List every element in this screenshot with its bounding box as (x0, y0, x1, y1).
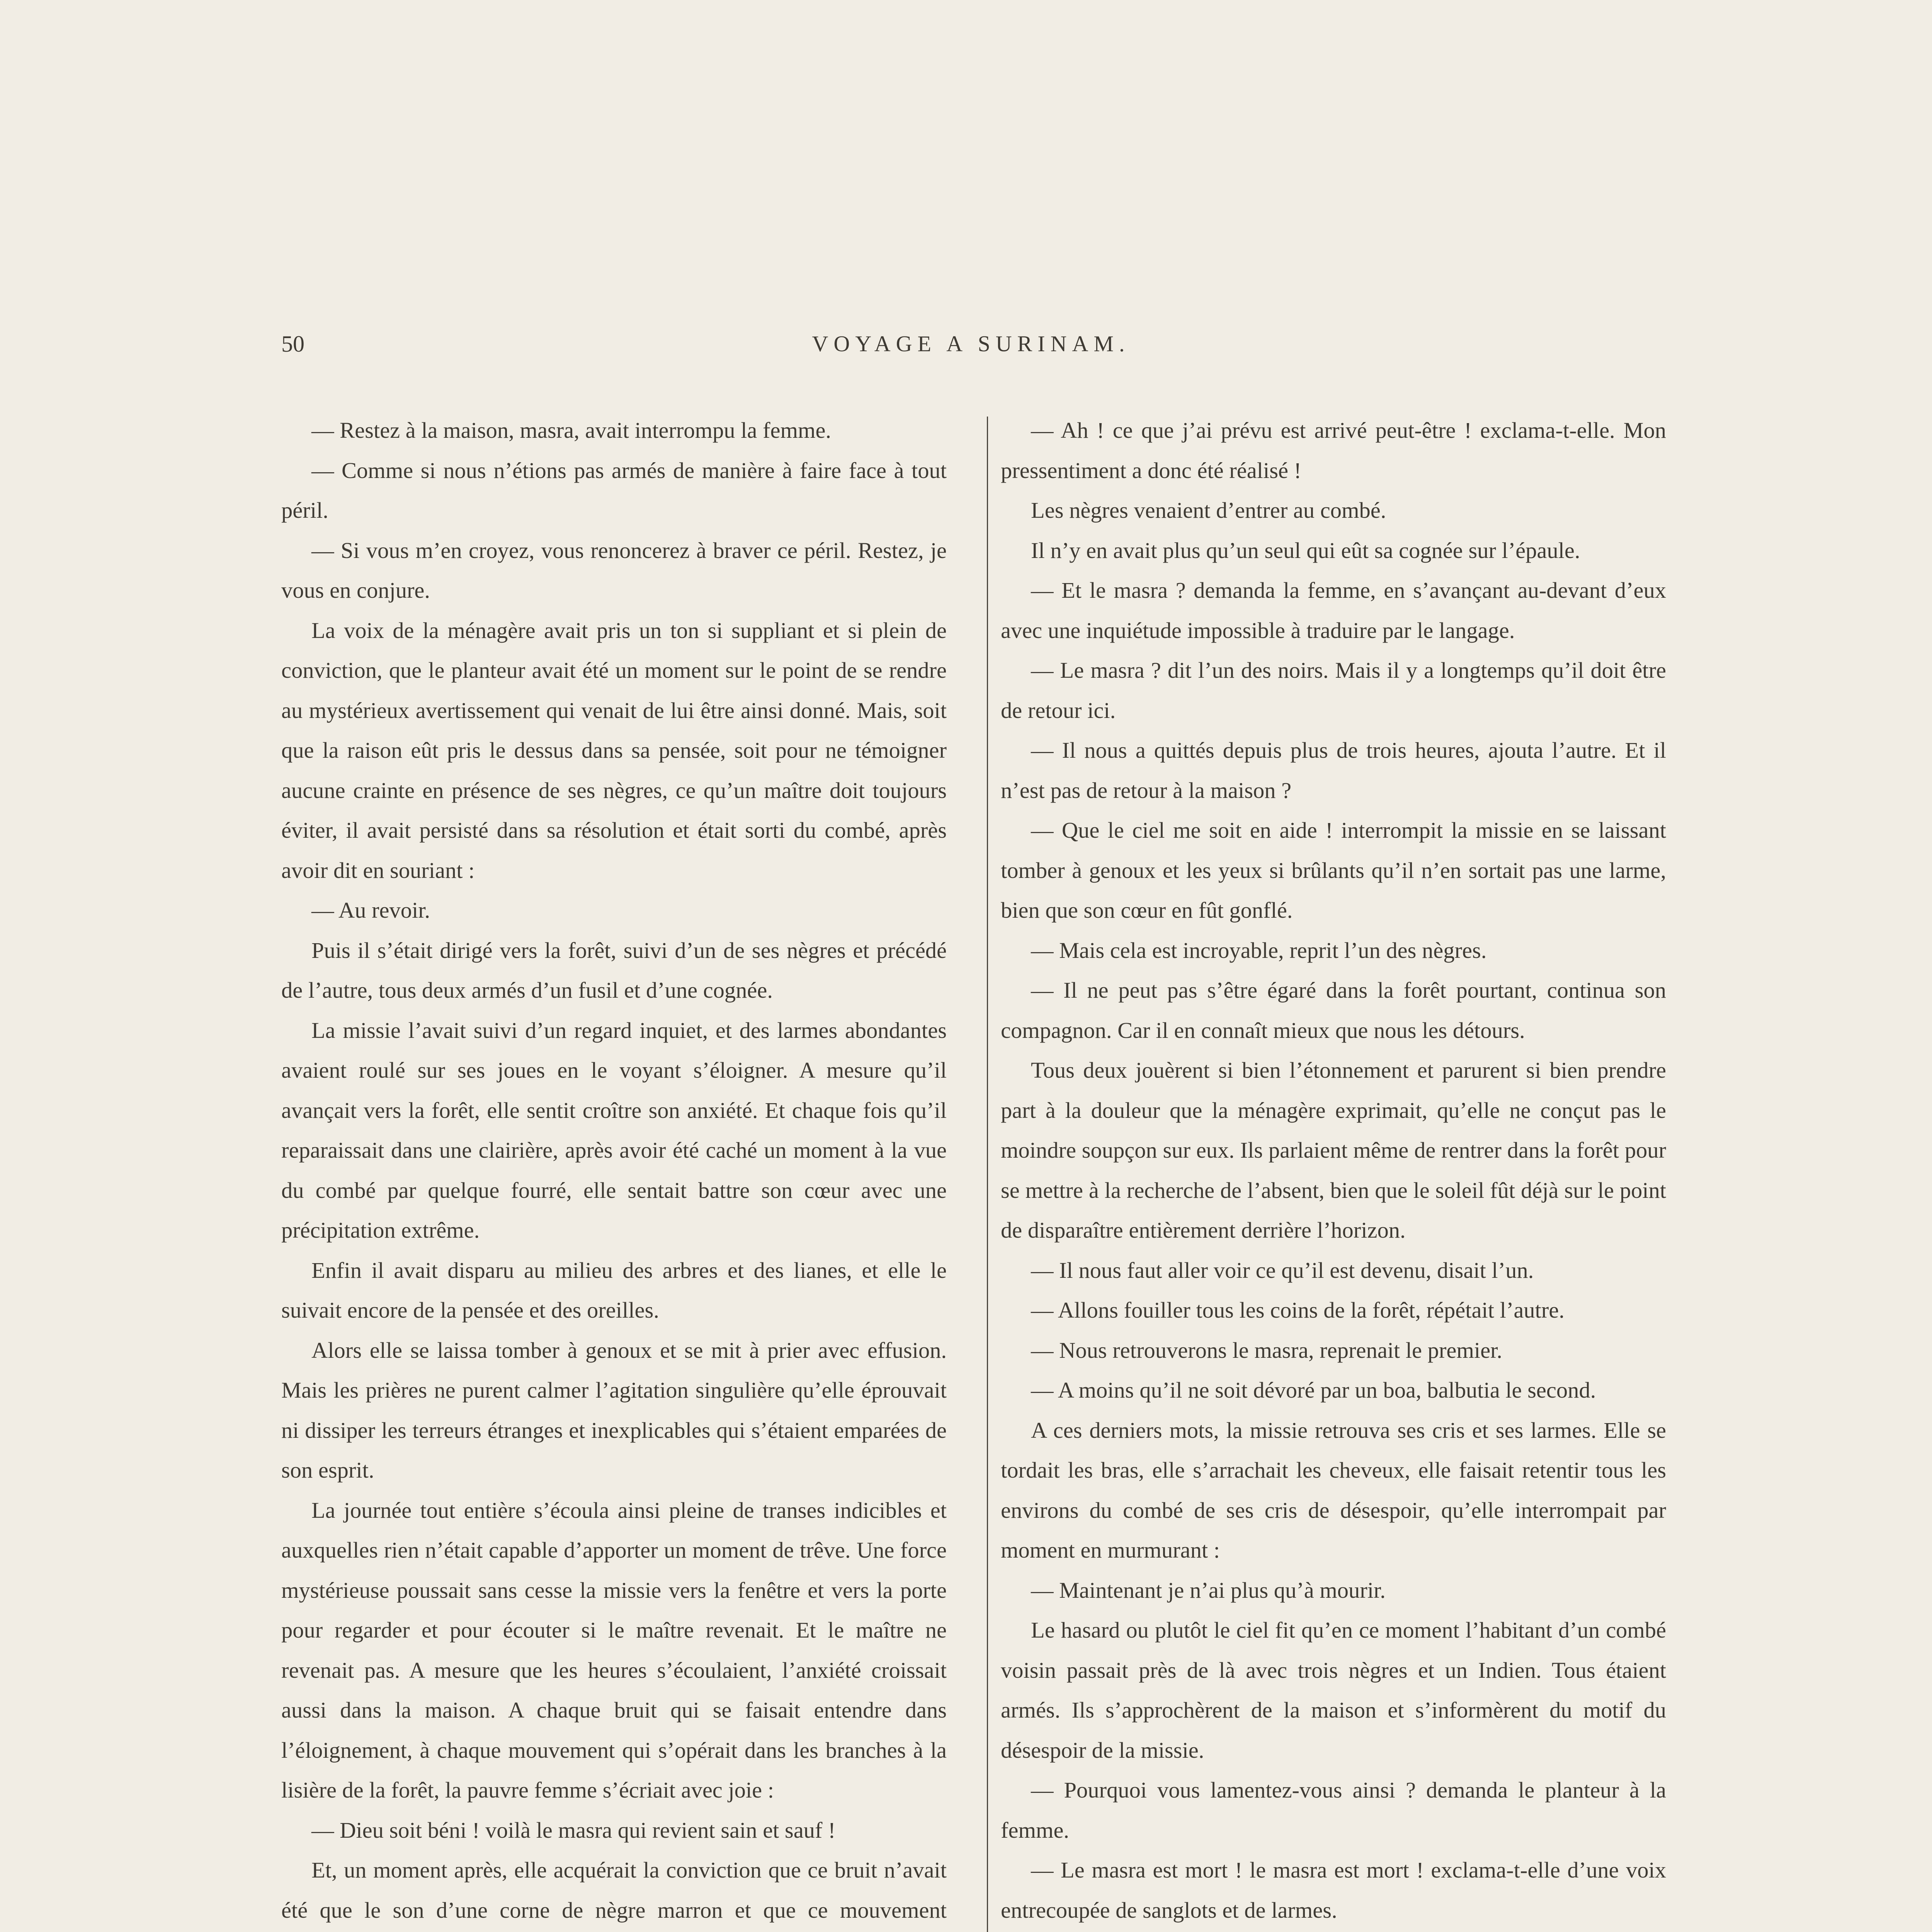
running-title: VOYAGE A SURINAM. (812, 331, 1130, 356)
page-header (281, 328, 1661, 359)
paragraph: — Le masra ? dit l’un des noirs. Mais il y a longtemps qu’il doit être de retour ici. (1001, 658, 1666, 723)
left-column (281, 410, 947, 1932)
paragraph: Et, un moment après, elle acquérait la conviction que ce bruit n’avait été que le son d’une corne de nègre marron et que ce mouvement (281, 1857, 947, 1923)
paragraph: — Le masra est mort ! le masra est mort ! exclama-t-elle d’une voix entrecoupée de sanglots et de larmes. (1001, 1857, 1666, 1923)
page-number: 50 (281, 331, 304, 357)
paragraph: La voix de la ménagère avait pris un ton si suppliant et si plein de conviction, que le planteur avait été un moment sur le point de se rendre au mystérieux avertissement qui venait de lui être ainsi donné. Mais, soit que la raison eût pris le dessus dans sa pensée, soit pour ne témoigner aucune crainte en présence de ses nègres, ce qu’un maître doit toujours éviter, il avait persisté dans sa résolution et était sorti du combé, après avoir dit en souriant : (281, 617, 947, 883)
paragraph: — Mais cela est incroyable, reprit l’un des nègres. (1031, 937, 1487, 963)
paragraph: — Si vous m’en croyez, vous renoncerez à braver ce péril. Restez, je vous en conjure. (281, 537, 947, 603)
paragraph: — Et le masra ? demanda la femme, en s’avançant au-devant d’eux avec une inquiétude impossible à traduire par le langage. (1001, 578, 1666, 643)
paragraph: — Pourquoi vous lamentez-vous ainsi ? demanda le planteur à la femme. (1001, 1777, 1666, 1843)
paragraph: — A moins qu’il ne soit dévoré par un boa, balbutia le second. (1031, 1378, 1596, 1403)
paragraph: — Il nous a quittés depuis plus de trois heures, ajouta l’autre. Et il n’est pas de retour à la maison ? (1001, 738, 1666, 803)
paragraph: Puis il s’était dirigé vers la forêt, suivi d’un de ses nègres et précédé de l’autre, tous deux armés d’un fusil et d’une cognée. (281, 937, 947, 1003)
paragraph: — Comme si nous n’étions pas armés de manière à faire face à tout péril. (281, 457, 947, 523)
paragraph: — Maintenant je n’ai plus qu’à mourir. (1031, 1577, 1386, 1603)
paragraph: — Dieu soit béni ! voilà le masra qui revient sain et sauf ! (311, 1817, 836, 1843)
paragraph: La journée tout entière s’écoula ainsi pleine de transes indicibles et auxquelles rien n’était capable d’apporter un moment de trêve. Une force mystérieuse poussait sans cesse la missie vers la fenêtre et vers la porte pour regarder et pour écouter si le maître revenait. Et le maître ne revenait pas. A mesure que les heures s’écoulaient, l’anxiété croissait aussi dans la maison. A chaque bruit qui se faisait entendre dans l’éloignement, à chaque mouvement qui s’opérait dans les branches à la lisière de la forêt, la pauvre femme s’écriait avec joie : (281, 1497, 947, 1803)
column-divider (987, 417, 988, 1932)
paragraph: — Il ne peut pas s’être égaré dans la forêt pourtant, continua son compagnon. Car il en connaît mieux que nous les détours. (1001, 978, 1666, 1043)
paragraph: Les nègres venaient d’entrer au combé. (1031, 498, 1386, 523)
paragraph: Il n’y en avait plus qu’un seul qui eût sa cognée sur l’épaule. (1031, 537, 1580, 563)
paragraph: Le hasard ou plutôt le ciel fit qu’en ce moment l’habitant d’un combé voisin passait près de là avec trois nègres et un Indien. Tous étaient armés. Ils s’approchèrent de la maison et s’informèrent du motif du désespoir de la missie. (1001, 1617, 1666, 1763)
paragraph: Tous deux jouèrent si bien l’étonnement et parurent si bien prendre part à la douleur que la ménagère exprimait, qu’elle ne conçut pas le moindre soupçon sur eux. Ils parlaient même de rentrer dans la forêt pour se mettre à la recherche de l’absent, bien que le soleil fût déjà sur le point de disparaître entièrement derrière l’horizon. (1001, 1058, 1666, 1243)
paragraph: — Ah ! ce que j’ai prévu est arrivé peut-être ! exclama-t-elle. Mon pressentiment a donc été réalisé ! (1001, 418, 1666, 483)
paragraph (1001, 1930, 1666, 1932)
paragraph: La missie l’avait suivi d’un regard inquiet, et des larmes abondantes avaient roulé sur ses joues en le voyant s’éloigner. A mesure qu’il avançait vers la forêt, elle sentit croître son anxiété. Et chaque fois qu’il reparaissait dans une clairière, après avoir été caché un moment à la vue du combé par quelque fourré, elle sentait battre son cœur avec une précipitation extrême. (281, 1017, 947, 1243)
paragraph: — Restez à la maison, masra, avait interrompu la femme. (311, 418, 832, 443)
paragraph: — Au revoir. (311, 898, 430, 923)
right-column (1001, 410, 1666, 1932)
paragraph: — Il nous faut aller voir ce qu’il est devenu, disait l’un. (1031, 1257, 1534, 1283)
paragraph: — Allons fouiller tous les coins de la forêt, répétait l’autre. (1031, 1298, 1565, 1323)
paragraph: Alors elle se laissa tomber à genoux et se mit à prier avec effusion. Mais les prières ne purent calmer l’agitation singulière qu’elle éprouvait ni dissiper les terreurs étranges et inexplicables qui s’étaient emparées de son esprit. (281, 1337, 947, 1483)
paragraph: — Nous retrouverons le masra, reprenait le premier. (1031, 1337, 1502, 1363)
paragraph: A ces derniers mots, la missie retrouva ses cris et ses larmes. Elle se tordait les bras, elle s’arrachait les cheveux, elle faisait retentir tous les environs du combé de ses cris de désespoir, qu’elle interrompait par moment en murmurant : (1001, 1417, 1666, 1563)
paragraph: Enfin il avait disparu au milieu des arbres et des lianes, et elle le suivait encore de la pensée et des oreilles. (281, 1257, 947, 1323)
paragraph: — Que le ciel me soit en aide ! interrompit la missie en se laissant tomber à genoux et les yeux si brûlants qu’il n’en sortait pas une larme, bien que son cœur en fût gonflé. (1001, 818, 1666, 923)
